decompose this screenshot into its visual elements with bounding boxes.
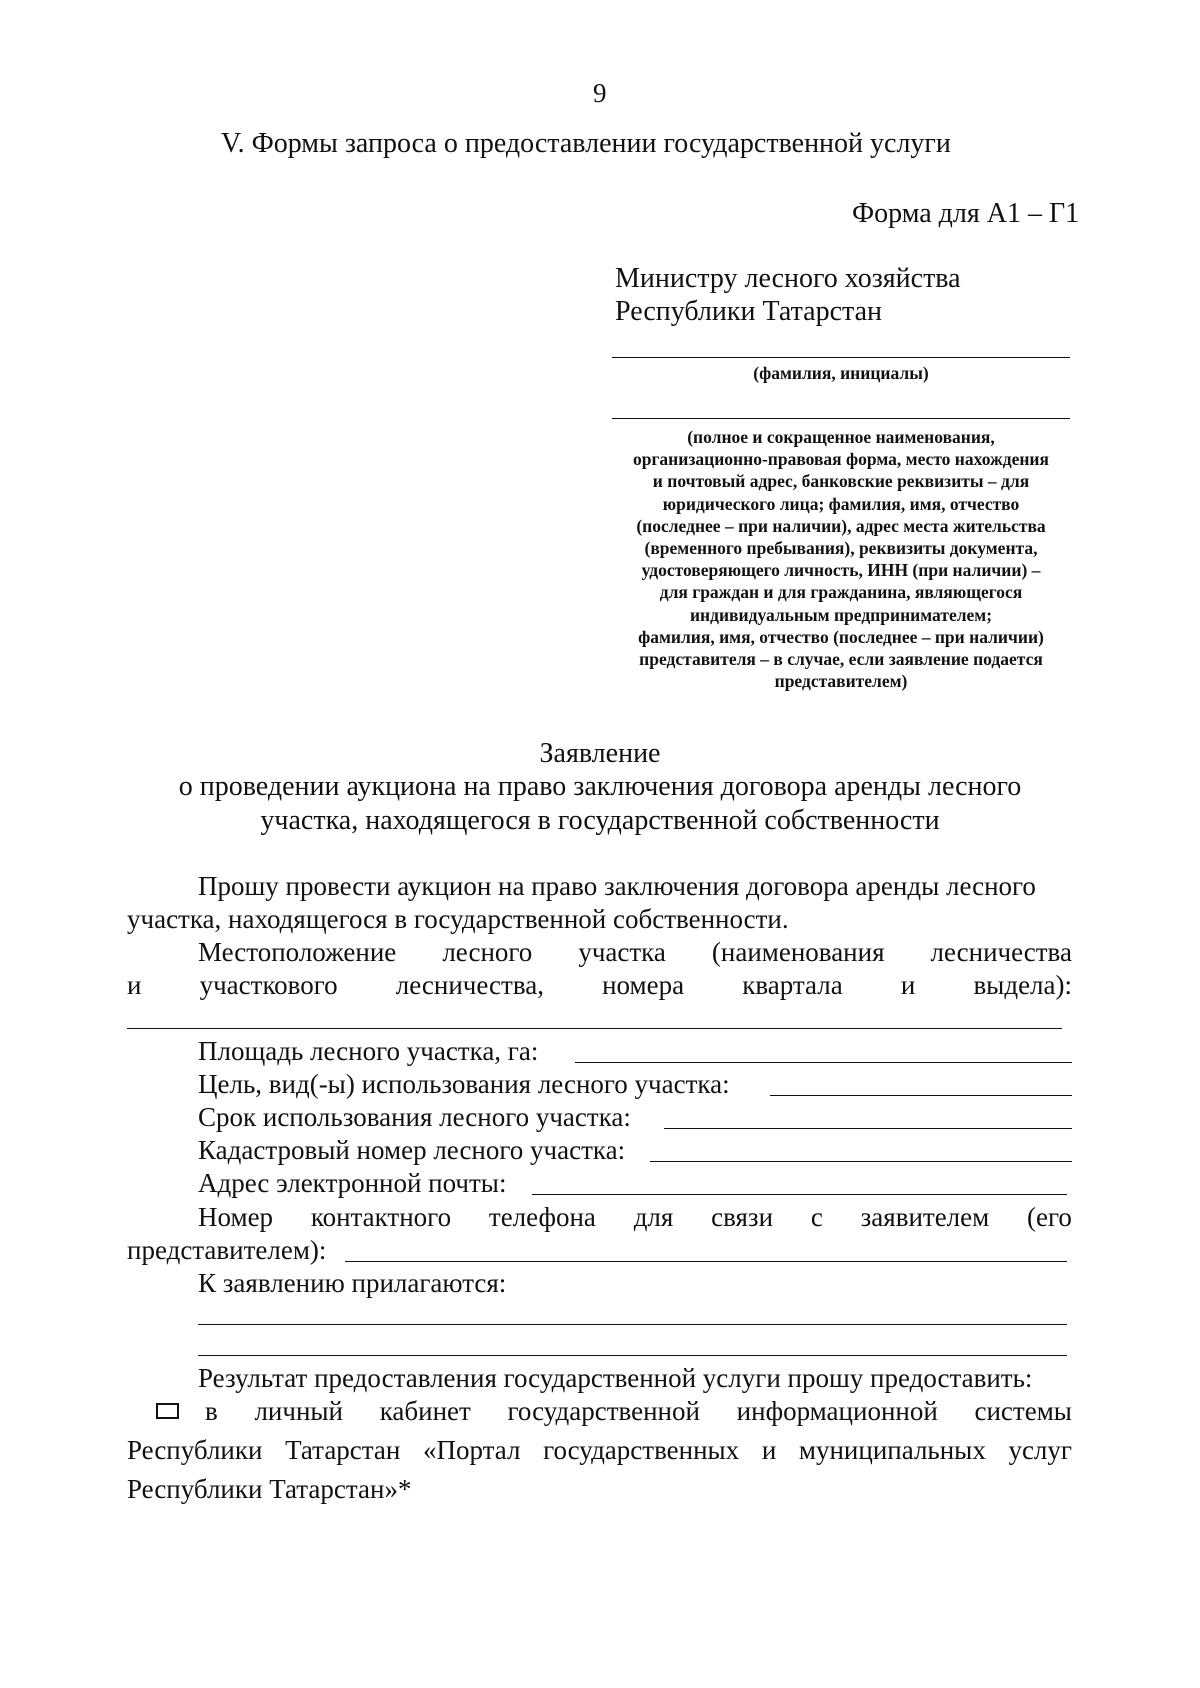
option-word: кабинет [379,1396,471,1426]
name-blank-line [612,357,1070,358]
phone-word: заявителем [860,1202,990,1232]
location-word: участкового [199,970,338,1000]
applicant-hint-line: (последнее – при наличии), адрес места жительства [636,515,1046,536]
request-line-1: Прошу провести аукцион на право заключения договора аренды лесного [198,871,1036,901]
option-word: муниципальных [798,1435,986,1465]
location-word: участка [578,937,666,967]
term-blank-line[interactable] [664,1128,1072,1129]
applicant-blank-line [612,418,1070,419]
location-word: (наименования [711,937,885,967]
phone-word: контактного [310,1202,452,1232]
email-label: Адрес электронной почты: [198,1168,507,1198]
phone-label-cont: представителем): [127,1235,327,1265]
applicant-hint-line: для граждан и для гражданина, являющегося [659,582,1023,603]
cadastral-blank-line[interactable] [650,1161,1072,1162]
request-line-2: участка, находящегося в государственной собственности. [127,904,789,934]
term-label: Срок использования лесного участка: [198,1102,631,1132]
application-title: Заявление [539,738,661,769]
form-label: Форма для А1 – Г1 [852,198,1080,229]
location-word: номера [602,970,685,1000]
application-subtitle-line-2: участка, находящегося в государственной собственности [260,805,940,836]
option-word: государственной [507,1396,700,1426]
location-word: и [900,970,916,1000]
addressee-line-1: Министру лесного хозяйства [615,263,961,294]
portal-option-line-3: Республики Татарстан»* [127,1474,412,1504]
page-number: 9 [593,78,607,108]
phone-word: (его [1027,1202,1072,1232]
location-label-line-1 [198,939,1072,966]
portal-option-line-1 [205,1398,1072,1425]
applicant-hint-line: фамилия, имя, отчество (последнее – при наличии) [638,626,1044,647]
option-word: «Портал [422,1435,521,1465]
purpose-blank-line[interactable] [770,1095,1072,1096]
applicant-hint [600,427,1082,693]
result-label: Результат предоставления государственной услуги прошу предоставить: [198,1363,1033,1393]
option-word: системы [974,1396,1072,1426]
area-label: Площадь лесного участка, га: [198,1036,539,1066]
phone-word: Номер [198,1202,274,1232]
option-word: информационной [736,1396,938,1426]
attachments-label: К заявлению прилагаются: [198,1268,507,1298]
phone-word: связи [711,1202,774,1232]
phone-blank-line[interactable] [345,1261,1067,1262]
location-blank-line[interactable] [127,1028,1062,1029]
applicant-hint-line: юридического лица; фамилия, имя, отчество [662,493,1020,514]
phone-word: телефона [488,1202,596,1232]
applicant-hint-line: организационно-правовая форма, место нахождения [632,449,1049,470]
attachments-blank-line-1[interactable] [198,1324,1067,1325]
location-label-line-2 [127,972,1072,999]
option-word: в [205,1396,218,1426]
attachments-blank-line-2[interactable] [198,1355,1067,1356]
purpose-label: Цель, вид(-ы) использования лесного участка: [198,1069,730,1099]
option-word: Республики [127,1435,263,1465]
name-hint: (фамилия, инициалы) [753,363,929,383]
applicant-hint-line: (полное и сокращенное наименования, [687,427,995,447]
option-word: Татарстан [285,1435,401,1465]
applicant-hint-line: (временного пребывания), реквизиты документа, [644,537,1038,558]
applicant-hint-line: представителем) [774,671,908,692]
portal-option-line-2 [127,1437,1072,1464]
applicant-hint-line: представителя – в случае, если заявление подается [639,648,1043,669]
applicant-hint-line: индивидуальным предпринимателем; [689,604,993,625]
email-blank-line[interactable] [532,1194,1067,1195]
section-title: V. Формы запроса о предоставлении государственной услуги [221,128,951,159]
addressee-line-2: Республики Татарстан [615,296,882,327]
location-word: квартала [742,970,843,1000]
portal-option-checkbox[interactable] [156,1403,179,1419]
phone-word: для [633,1202,674,1232]
location-word: Местоположение [198,937,397,967]
option-word: личный [254,1396,343,1426]
area-blank-line[interactable] [575,1062,1072,1063]
option-word: государственных [543,1435,740,1465]
phone-label-line-1 [198,1204,1072,1231]
location-word: лесничества, [395,970,544,1000]
cadastral-label: Кадастровый номер лесного участка: [198,1135,626,1165]
applicant-hint-line: удостоверяющего личность, ИНН (при наличии) – [641,560,1041,581]
application-subtitle-line-1: о проведении аукциона на право заключения договора аренды лесного [178,771,1022,802]
applicant-hint-line: и почтовый адрес, банковские реквизиты – для [652,471,1030,492]
option-word: и [761,1435,777,1465]
location-word: выдела): [973,970,1072,1000]
location-word: лесничества [930,937,1072,967]
location-word: лесного [442,937,533,967]
option-word: услуг [1008,1435,1072,1465]
location-word: и [127,970,142,1000]
phone-word: с [810,1202,823,1232]
